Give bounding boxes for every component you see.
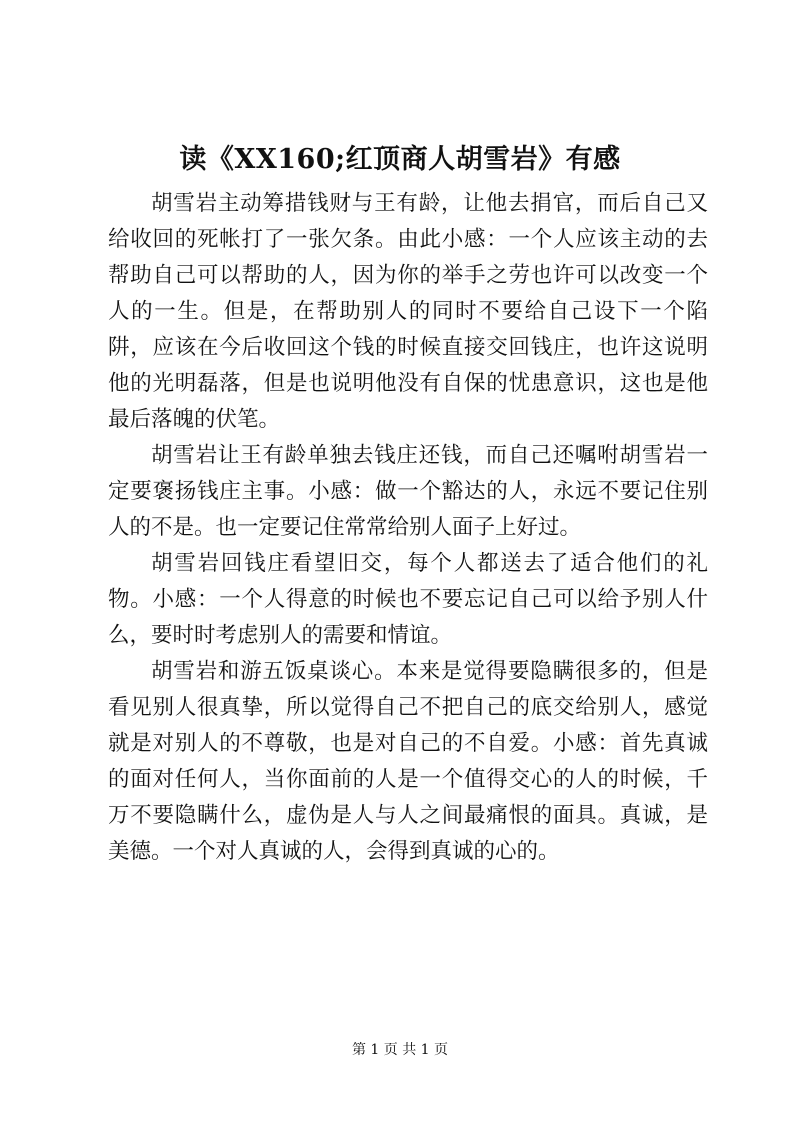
paragraph: 胡雪岩让王有龄单独去钱庄还钱，而自己还嘱咐胡雪岩一定要褒扬钱庄主事。小感：做一个豁达的人，永远不要记住别人的不是。也一定要记住常常给别人面子上好过。 [108, 443, 708, 540]
page-footer: 第 1 页 共 1 页 [351, 1042, 449, 1058]
document-body [108, 186, 708, 870]
paragraph: 胡雪岩和游五饭桌谈心。本来是觉得要隐瞒很多的，但是看见别人很真挚，所以觉得自己不把自己的底交给别人，感觉就是对别人的不尊敬，也是对自己的不自爱。小感：首先真诚的面对任何人，当你面前的人是一个值得交心的人的时候，千万不要隐瞒什么，虚伪是人与人之间最痛恨的面具。真诚，是美德。一个对人真诚的人，会得到真诚的心的。 [108, 659, 708, 864]
document-title: 读《XX160;红顶商人胡雪岩》有感 [179, 144, 621, 175]
paragraph: 胡雪岩回钱庄看望旧交，每个人都送去了适合他们的礼物。小感：一个人得意的时候也不要忘记自己可以给予别人什么，要时时考虑别人的需要和情谊。 [108, 551, 708, 648]
paragraph: 胡雪岩主动筹措钱财与王有龄，让他去捐官，而后自己又给收回的死帐打了一张欠条。由此小感：一个人应该主动的去帮助自己可以帮助的人，因为你的举手之劳也许可以改变一个人的一生。但是，在帮助别人的同时不要给自己设下一个陷阱，应该在今后收回这个钱的时候直接交回钱庄，也许这说明他的光明磊落，但是也说明他没有自保的忧患意识，这也是他最后落魄的伏笔。 [108, 191, 708, 432]
